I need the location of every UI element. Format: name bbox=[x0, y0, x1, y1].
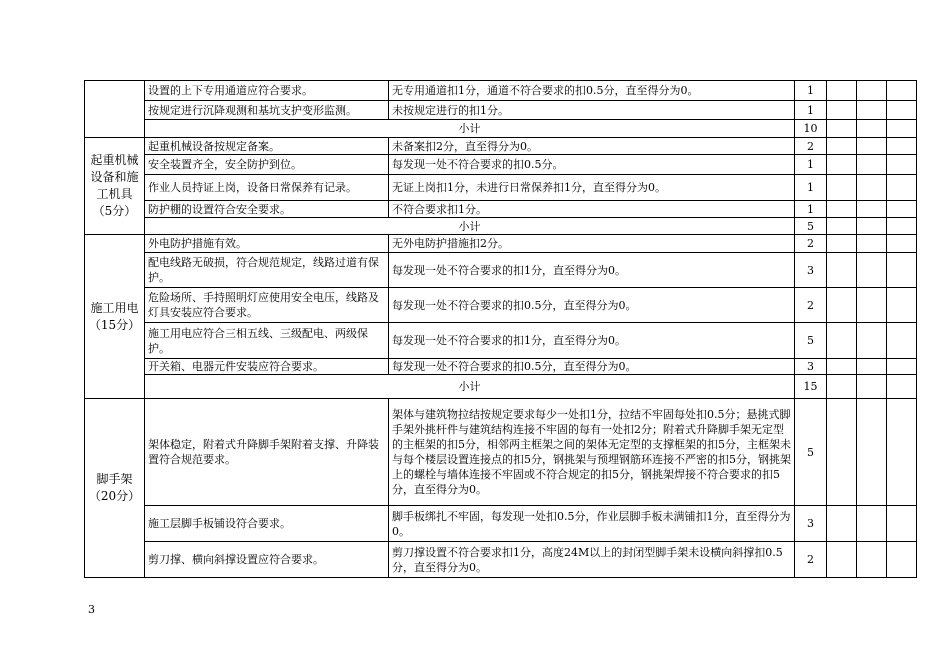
blank-cell bbox=[887, 399, 917, 506]
blank-cell bbox=[887, 81, 917, 101]
blank-cell bbox=[857, 138, 887, 155]
blank-cell bbox=[857, 175, 887, 201]
blank-cell bbox=[887, 253, 917, 288]
rule-cell: 剪刀撑设置不符合要求扣1分，高度24M以上的封闭型脚手架未设横向斜撑扣0.5分，直至得分为0。 bbox=[389, 542, 795, 578]
blank-cell bbox=[827, 399, 857, 506]
score-cell: 2 bbox=[795, 288, 827, 323]
score-cell: 5 bbox=[795, 323, 827, 359]
blank-cell bbox=[887, 155, 917, 175]
category-cell-continued bbox=[85, 81, 145, 138]
blank-cell bbox=[827, 201, 857, 218]
blank-cell bbox=[857, 235, 887, 253]
score-cell: 2 bbox=[795, 235, 827, 253]
table-row bbox=[85, 359, 917, 375]
table-row bbox=[85, 506, 917, 542]
blank-cell bbox=[887, 175, 917, 201]
rule-cell: 每发现一处不符合要求的扣1分，直至得分为0。 bbox=[389, 323, 795, 359]
blank-cell bbox=[827, 542, 857, 578]
blank-cell bbox=[857, 288, 887, 323]
rule-cell: 每发现一处不符合要求的扣1分，直至得分为0。 bbox=[389, 253, 795, 288]
blank-cell bbox=[887, 120, 917, 138]
category-cell: 施工用电（15分） bbox=[85, 235, 145, 399]
blank-cell bbox=[827, 375, 857, 399]
subtotal-score: 10 bbox=[795, 120, 827, 138]
subtotal-score: 5 bbox=[795, 218, 827, 235]
item-cell: 起重机械设备按规定备案。 bbox=[145, 138, 389, 155]
table-row bbox=[85, 288, 917, 323]
subtotal-row bbox=[85, 120, 917, 138]
blank-cell bbox=[827, 218, 857, 235]
rule-cell: 无外电防护措施扣2分。 bbox=[389, 235, 795, 253]
score-cell: 3 bbox=[795, 253, 827, 288]
inspection-score-table bbox=[84, 80, 917, 578]
blank-cell bbox=[857, 120, 887, 138]
item-cell: 设置的上下专用通道应符合要求。 bbox=[145, 81, 389, 101]
blank-cell bbox=[827, 253, 857, 288]
blank-cell bbox=[887, 218, 917, 235]
blank-cell bbox=[857, 101, 887, 120]
item-cell: 开关箱、电器元件安装应符合要求。 bbox=[145, 359, 389, 375]
page-number: 3 bbox=[88, 603, 95, 616]
blank-cell bbox=[827, 323, 857, 359]
blank-cell bbox=[827, 101, 857, 120]
blank-cell bbox=[887, 506, 917, 542]
blank-cell bbox=[857, 155, 887, 175]
rule-cell: 未备案扣2分，直至得分为0。 bbox=[389, 138, 795, 155]
score-cell: 5 bbox=[795, 399, 827, 506]
blank-cell bbox=[887, 235, 917, 253]
blank-cell bbox=[827, 506, 857, 542]
table-row bbox=[85, 399, 917, 506]
blank-cell bbox=[887, 323, 917, 359]
blank-cell bbox=[887, 375, 917, 399]
score-cell: 2 bbox=[795, 138, 827, 155]
rule-cell: 不符合要求扣1分。 bbox=[389, 201, 795, 218]
blank-cell bbox=[887, 288, 917, 323]
table-row bbox=[85, 101, 917, 120]
blank-cell bbox=[857, 253, 887, 288]
blank-cell bbox=[857, 506, 887, 542]
score-cell: 1 bbox=[795, 201, 827, 218]
item-cell: 作业人员持证上岗，设备日常保养有记录。 bbox=[145, 175, 389, 201]
item-cell: 危险场所、手持照明灯应使用安全电压，线路及灯具安装应符合要求。 bbox=[145, 288, 389, 323]
category-cell: 起重机械设备和施工机具（5分） bbox=[85, 138, 145, 235]
blank-cell bbox=[827, 359, 857, 375]
blank-cell bbox=[857, 81, 887, 101]
subtotal-label: 小计 bbox=[145, 218, 795, 235]
blank-cell bbox=[857, 201, 887, 218]
table-row bbox=[85, 235, 917, 253]
item-cell: 外电防护措施有效。 bbox=[145, 235, 389, 253]
item-cell: 配电线路无破损，符合规范规定，线路过道有保护。 bbox=[145, 253, 389, 288]
table-row bbox=[85, 138, 917, 155]
rule-cell: 每发现一处不符合要求的扣0.5分。 bbox=[389, 155, 795, 175]
blank-cell bbox=[857, 399, 887, 506]
table-row bbox=[85, 253, 917, 288]
item-cell: 架体稳定，附着式升降脚手架附着支撑、升降装置符合规范要求。 bbox=[145, 399, 389, 506]
blank-cell bbox=[827, 175, 857, 201]
blank-cell bbox=[887, 138, 917, 155]
blank-cell bbox=[857, 323, 887, 359]
item-cell: 按规定进行沉降观测和基坑支护变形监测。 bbox=[145, 101, 389, 120]
blank-cell bbox=[857, 359, 887, 375]
blank-cell bbox=[887, 101, 917, 120]
table-row bbox=[85, 201, 917, 218]
table-row bbox=[85, 542, 917, 578]
rule-cell: 每发现一处不符合要求的扣0.5分，直至得分为0。 bbox=[389, 359, 795, 375]
blank-cell bbox=[827, 155, 857, 175]
item-cell: 安全装置齐全，安全防护到位。 bbox=[145, 155, 389, 175]
score-cell: 1 bbox=[795, 101, 827, 120]
score-cell: 1 bbox=[795, 81, 827, 101]
blank-cell bbox=[827, 81, 857, 101]
blank-cell bbox=[887, 359, 917, 375]
subtotal-score: 15 bbox=[795, 375, 827, 399]
rule-cell: 架体与建筑物拉结按规定要求每少一处扣1分，拉结不牢固每处扣0.5分；悬挑式脚手架外挑杆件与建筑结构连接不牢固的每有一处扣2分；附着式升降脚手架无定型的主框架的扣5分，相邻两主框架之间的架体无定型的支撑框架的扣5分，主框架未与每个楼层设置连接点的扣5分，钢挑架与预埋钢筋环连接不严密的扣5分，钢挑架上的螺栓与墙体连接不牢固或不符合规定的扣5分，钢挑架焊接不符合要求的扣5分，直至得分为0。 bbox=[389, 399, 795, 506]
score-cell: 3 bbox=[795, 359, 827, 375]
item-cell: 剪刀撑、横向斜撑设置应符合要求。 bbox=[145, 542, 389, 578]
table-row bbox=[85, 155, 917, 175]
score-cell: 1 bbox=[795, 155, 827, 175]
blank-cell bbox=[827, 235, 857, 253]
score-cell: 2 bbox=[795, 542, 827, 578]
blank-cell bbox=[827, 288, 857, 323]
blank-cell bbox=[827, 138, 857, 155]
blank-cell bbox=[887, 542, 917, 578]
subtotal-label: 小计 bbox=[145, 120, 795, 138]
rule-cell: 无专用通道扣1分，通道不符合要求的扣0.5分，直至得分为0。 bbox=[389, 81, 795, 101]
item-cell: 施工层脚手板铺设符合要求。 bbox=[145, 506, 389, 542]
subtotal-row bbox=[85, 375, 917, 399]
rule-cell: 脚手板绑扎不牢固，每发现一处扣0.5分，作业层脚手板未满铺扣1分，直至得分为0。 bbox=[389, 506, 795, 542]
score-cell: 3 bbox=[795, 506, 827, 542]
category-cell: 脚手架（20分） bbox=[85, 399, 145, 578]
subtotal-label: 小计 bbox=[145, 375, 795, 399]
item-cell: 防护棚的设置符合安全要求。 bbox=[145, 201, 389, 218]
table-row bbox=[85, 175, 917, 201]
rule-cell: 未按规定进行的扣1分。 bbox=[389, 101, 795, 120]
blank-cell bbox=[887, 201, 917, 218]
rule-cell: 无证上岗扣1分，未进行日常保养扣1分，直至得分为0。 bbox=[389, 175, 795, 201]
subtotal-row bbox=[85, 218, 917, 235]
blank-cell bbox=[857, 218, 887, 235]
score-cell: 1 bbox=[795, 175, 827, 201]
table-row bbox=[85, 81, 917, 101]
blank-cell bbox=[857, 375, 887, 399]
blank-cell bbox=[857, 542, 887, 578]
blank-cell bbox=[827, 120, 857, 138]
item-cell: 施工用电应符合三相五线、三级配电、两级保护。 bbox=[145, 323, 389, 359]
table-row bbox=[85, 323, 917, 359]
rule-cell: 每发现一处不符合要求的扣0.5分，直至得分为0。 bbox=[389, 288, 795, 323]
